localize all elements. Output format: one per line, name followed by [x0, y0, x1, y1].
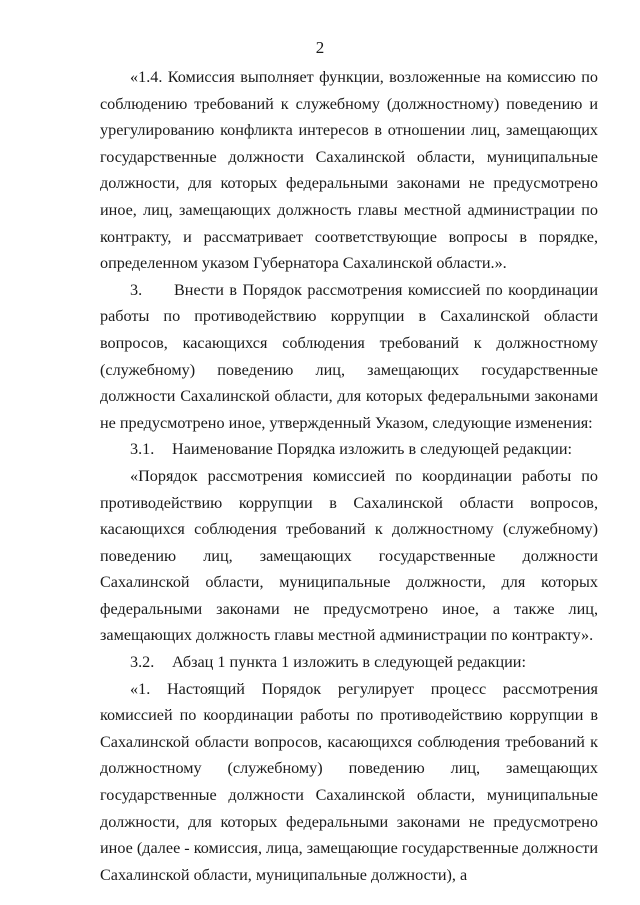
- paragraph-3: [100, 277, 598, 437]
- paragraph-text: Абзац 1 пункта 1 изложить в следующей редакции:: [172, 653, 526, 672]
- paragraph-text: Наименование Порядка изложить в следующей редакции:: [172, 440, 573, 459]
- paragraph-3-2: [100, 649, 598, 676]
- page-number: 2: [315, 38, 325, 57]
- paragraph-3-1: [100, 436, 598, 463]
- paragraph-text: «1.4. Комиссия выполняет функции, возложенные на комиссию по соблюдению требований к служебному (должностному) поведению и урегулированию конфликта интересов в отношении лиц, замещающих государственные должности Сахалинской области, муниципальные должности, для которых федеральными законами не предусмотрено иное, лиц, замещающих должность главы местной администрации по контракту, и рассматривает соответствующие вопросы в порядке, определенном указом Губернатора Сахалинской области.».: [100, 68, 598, 273]
- paragraph-quote-title: [100, 463, 598, 649]
- document-body: [100, 64, 598, 888]
- paragraph-1-4: [100, 64, 598, 277]
- item-number: 3.2.: [130, 653, 155, 672]
- paragraph-text: Внести в Порядок рассмотрения комиссией по координации работы по противодействию коррупции в Сахалинской области вопросов, касающихся соблюдения требований к должностному (служебному) поведению лиц, замещающих государственные должности Сахалинской области, для которых федеральными законами не предусмотрено иное, утвержденный Указом, следующие изменения:: [100, 280, 598, 432]
- paragraph-text: «1. Настоящий Порядок регулирует процесс рассмотрения комиссией по координации работы по противодействию коррупции в Сахалинской области вопросов, касающихся соблюдения требований к должностному (служебному) поведению лиц, замещающих государственные должности Сахалинской области, муниципальные должности, для которых федеральными законами не предусмотрено иное (далее - комиссия, лица, замещающие государственные должности Сахалинской области, муниципальные должности), а: [100, 679, 599, 884]
- item-number: 3.: [130, 280, 143, 299]
- paragraph-text: «Порядок рассмотрения комиссией по координации работы по противодействию коррупции в Сахалинской области вопросов, касающихся соблюдения требований к должностному (служебному) поведению лиц, замещающих государственные должности Сахалинской области, муниципальные должности, для которых федеральными законами не предусмотрено иное, а также лиц, замещающих должность главы местной администрации по контракту».: [100, 466, 598, 645]
- item-number: 3.1.: [130, 440, 155, 459]
- paragraph-quote-1: [100, 676, 598, 889]
